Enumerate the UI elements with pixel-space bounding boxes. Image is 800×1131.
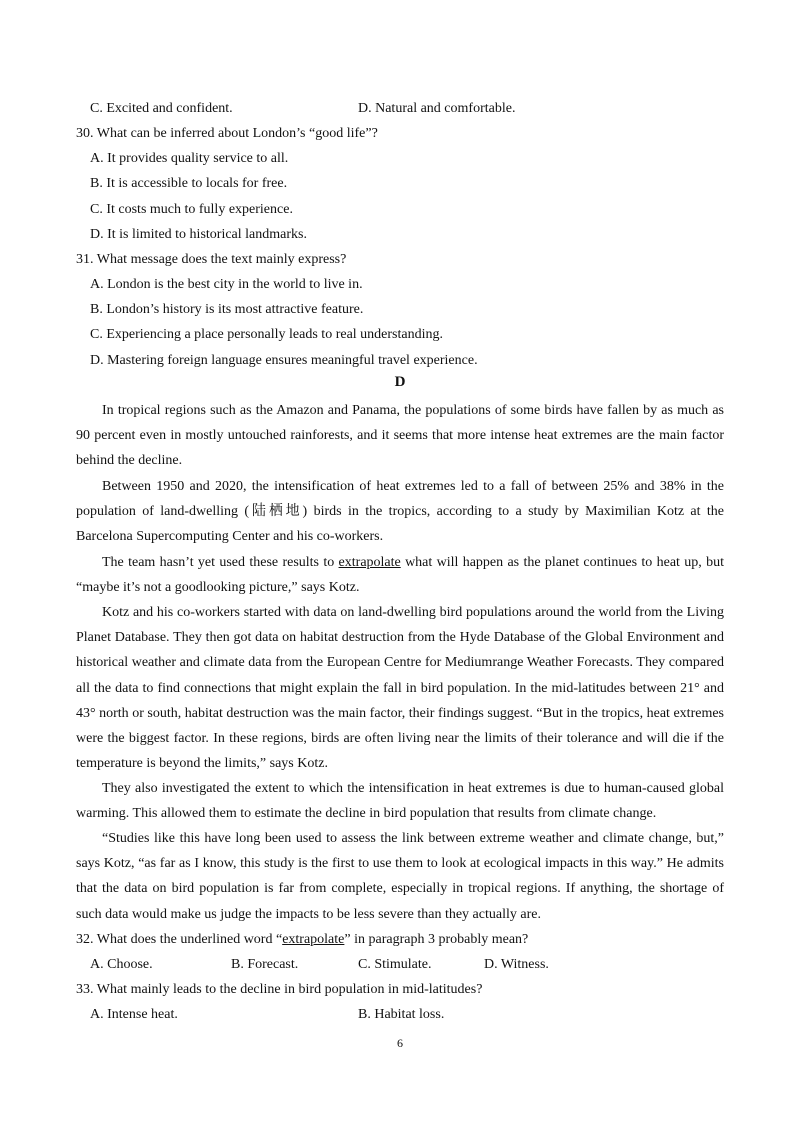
q30-option-d: D. It is limited to historical landmarks. bbox=[90, 227, 307, 242]
paragraph-6: “Studies like this have long been used to assess the link between extreme weather and climate change, but,” says Kotz, “as far as I know, this study is the first to use them to look at ecological impacts in this way.” He admits that the data on bird population is far from complete, especially in tropical regions. If anything, the shortage of such data would make us judge the impacts to be less severe than they actually are. bbox=[76, 831, 724, 922]
q30-option-c: C. It costs much to fully experience. bbox=[90, 202, 293, 217]
q30-option-b: B. It is accessible to locals for free. bbox=[90, 176, 288, 191]
q33-stem: 33. What mainly leads to the decline in bird population in mid-latitudes? bbox=[76, 982, 483, 997]
q30-option-a: A. It provides quality service to all. bbox=[90, 151, 289, 166]
q31-option-c: C. Experiencing a place personally leads to real understanding. bbox=[90, 327, 443, 342]
underlined-word: extrapolate bbox=[338, 555, 401, 570]
q31-stem: 31. What message does the text mainly express? bbox=[76, 252, 347, 267]
q32-option-d: D. Witness. bbox=[484, 957, 549, 972]
q31-option-a: A. London is the best city in the world to live in. bbox=[90, 277, 363, 292]
q32-option-a: A. Choose. bbox=[90, 957, 153, 972]
paragraph-3: The team hasn’t yet used these results to extrapolate what will happen as the planet continues to heat up, but “maybe it’s not a goodlooking picture,” says Kotz. bbox=[76, 555, 724, 596]
q30-stem: 30. What can be inferred about London’s “good life”? bbox=[76, 126, 378, 141]
page-number: 6 bbox=[397, 1036, 403, 1050]
q32-option-c: C. Stimulate. bbox=[358, 957, 432, 972]
section-heading: D bbox=[394, 374, 406, 390]
q33-option-a: A. Intense heat. bbox=[90, 1007, 178, 1022]
paragraph-5: They also investigated the extent to which the intensification in heat extremes is due to human-caused global warming. This allowed them to estimate the decline in bird population that results from climate change. bbox=[76, 781, 724, 822]
q32-option-b: B. Forecast. bbox=[231, 957, 299, 972]
paragraph-4: Kotz and his co-workers started with data on land-dwelling bird populations around the world from the Living Planet Database. They then got data on habitat destruction from the Hyde Database of the Global Environment and historical weather and climate data from the European Centre for Mediumrange Weather Forecasts. They compared all the data to find connections that might explain the fall in bird population. In the mid-latitudes between 21° and 43° north or south, habitat destruction was the main factor, their findings suggest. “But in the tropics, heat extremes were the biggest factor. In these regions, birds are often living near the limits of their tolerance and will die if the temperature is beyond the limits,” says Kotz. bbox=[76, 605, 724, 772]
q29-option-d: D. Natural and comfortable. bbox=[358, 101, 516, 116]
paragraph-2: Between 1950 and 2020, the intensification of heat extremes led to a fall of between 25% and 38% in the population of land-dwelling (陆栖地) birds in the tropics, according to a study by Maximilian Kotz at the Barcelona Supercomputing Center and his co-workers. bbox=[76, 479, 724, 545]
q31-option-d: D. Mastering foreign language ensures meaningful travel experience. bbox=[90, 353, 478, 368]
q29-option-c: C. Excited and confident. bbox=[90, 101, 233, 116]
paragraph-1: In tropical regions such as the Amazon and Panama, the populations of some birds have fallen by as much as 90 percent even in mostly untouched rainforests, and it seems that more intense heat extremes are the main factor behind the decline. bbox=[76, 403, 724, 469]
q31-option-b: B. London’s history is its most attractive feature. bbox=[90, 302, 364, 317]
q32-stem: 32. What does the underlined word “extrapolate” in paragraph 3 probably mean? bbox=[76, 932, 529, 947]
q32-underlined-word: extrapolate bbox=[282, 932, 345, 947]
q33-option-b: B. Habitat loss. bbox=[358, 1007, 445, 1022]
